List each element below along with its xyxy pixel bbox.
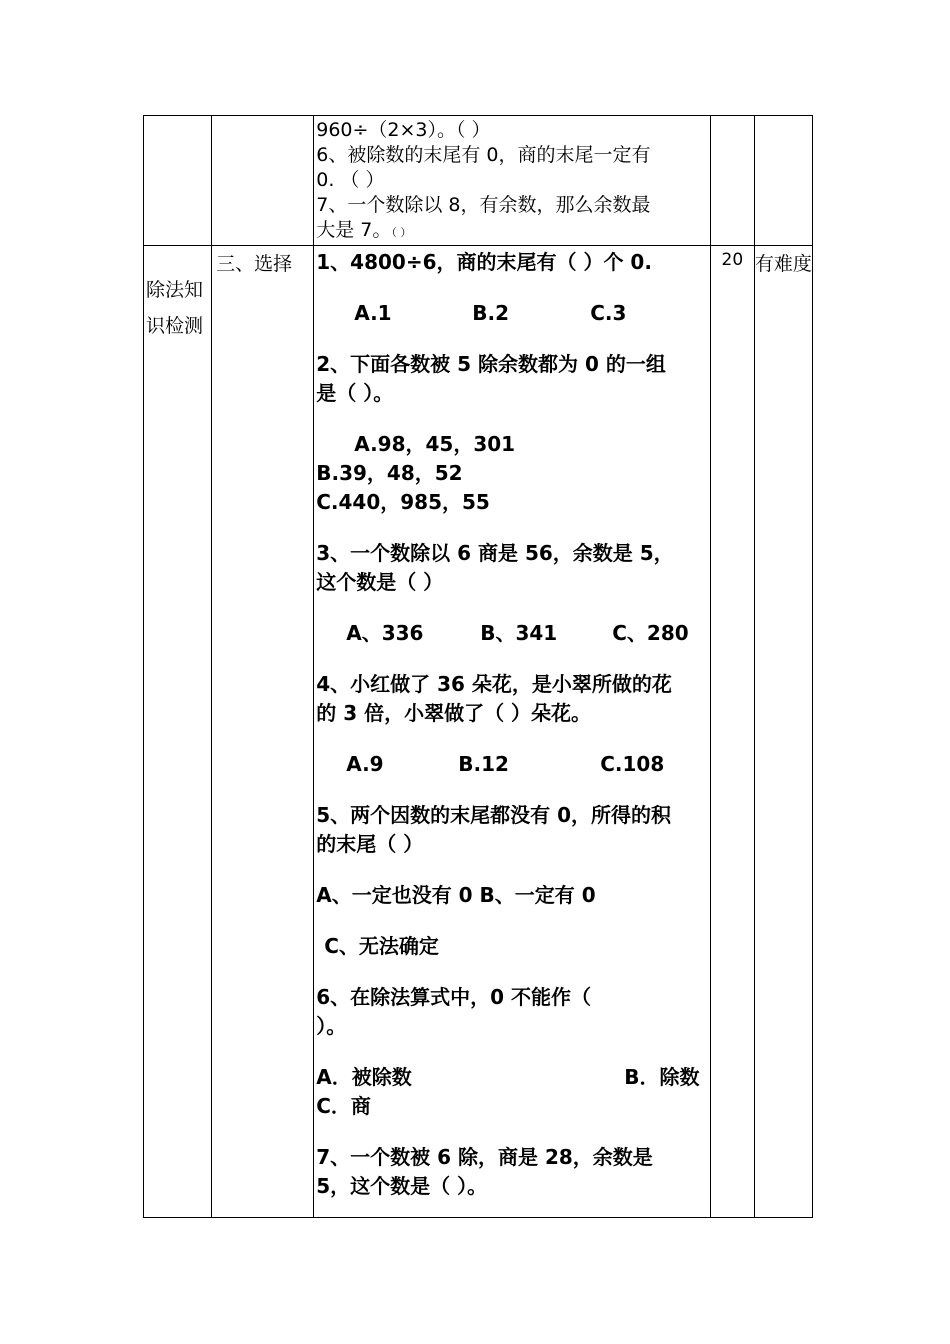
- question-line: 7、一个数除以 8，有余数，那么余数最: [316, 194, 651, 216]
- option: A.1: [354, 301, 392, 325]
- option: C.440，985，55: [316, 490, 490, 514]
- option: C．商: [316, 1094, 371, 1118]
- question-1: 1、4800÷6，商的末尾有（ ）个 0.: [316, 250, 652, 274]
- question-3-options: [316, 619, 710, 648]
- difficulty-cell: [754, 246, 812, 1218]
- table-row: [144, 246, 813, 1218]
- question-line: [316, 218, 710, 245]
- topic-cell-empty: [144, 116, 212, 246]
- section-cell-empty: [212, 116, 314, 246]
- score-cell: [710, 246, 754, 1218]
- question-3: 这个数是（ ）: [316, 570, 444, 594]
- question-7: 5，这个数是（ ）。: [316, 1174, 488, 1198]
- question-3: 3、一个数除以 6 商是 56，余数是 5，: [316, 541, 674, 565]
- question-text: 大是 7。: [316, 219, 392, 241]
- answer-paren: （ ）: [391, 226, 412, 239]
- question-4-options: [316, 750, 710, 779]
- score-cell-empty: [710, 116, 754, 246]
- question-5: 的末尾（ ）: [316, 832, 424, 856]
- question-7: 7、一个数被 6 除，商是 28，余数是: [316, 1145, 653, 1169]
- option: B．除数: [624, 1065, 700, 1089]
- question-6: ）。: [316, 1014, 347, 1038]
- question-4: 4、小红做了 36 朵花，是小翠所做的花: [316, 672, 672, 696]
- topic-label: 除法知识检测: [146, 279, 204, 337]
- topic-cell: [144, 246, 212, 1218]
- question-line: 960÷（2×3）。（ ）: [316, 119, 491, 141]
- question-line: 6、被除数的末尾有 0，商的末尾一定有: [316, 144, 651, 166]
- option: A．被除数: [316, 1065, 412, 1089]
- question-line: 0. （ ）: [316, 169, 385, 191]
- option: B、341: [480, 621, 558, 645]
- option: C、无法确定: [324, 934, 439, 958]
- question-2: 2、下面各数被 5 除余数都为 0 的一组: [316, 352, 666, 376]
- option: A、一定也没有 0 B、一定有 0: [316, 883, 596, 907]
- table-row: [144, 116, 813, 246]
- section-title: 三、选择: [216, 253, 293, 275]
- option: B.2: [472, 301, 509, 325]
- content-cell: [314, 116, 711, 246]
- question-1-options: [316, 299, 710, 328]
- true-false-questions: [314, 116, 710, 245]
- difficulty-cell-empty: [754, 116, 812, 246]
- question-4: 的 3 倍，小翠做了（ ）朵花。: [316, 701, 592, 725]
- content-cell: [314, 246, 711, 1218]
- option: A.9: [346, 752, 384, 776]
- score-value: 20: [721, 250, 744, 270]
- question-2: 是（ ）。: [316, 381, 394, 405]
- option: C.108: [600, 752, 665, 776]
- option: A、336: [346, 621, 424, 645]
- lesson-table: [143, 115, 813, 1218]
- section-cell: [212, 246, 314, 1218]
- difficulty-label: 有难度: [754, 253, 812, 275]
- question-5: 5、两个因数的末尾都没有 0，所得的积: [316, 803, 672, 827]
- question-6: 6、在除法算式中，0 不能作（: [316, 985, 592, 1009]
- option: C、280: [612, 621, 689, 645]
- question-6-options: [316, 1063, 710, 1092]
- option: B.39，48，52: [316, 461, 463, 485]
- choice-questions: [314, 246, 710, 1201]
- option: A.98，45，301: [354, 432, 516, 456]
- option: B.12: [458, 752, 509, 776]
- option: C.3: [590, 301, 627, 325]
